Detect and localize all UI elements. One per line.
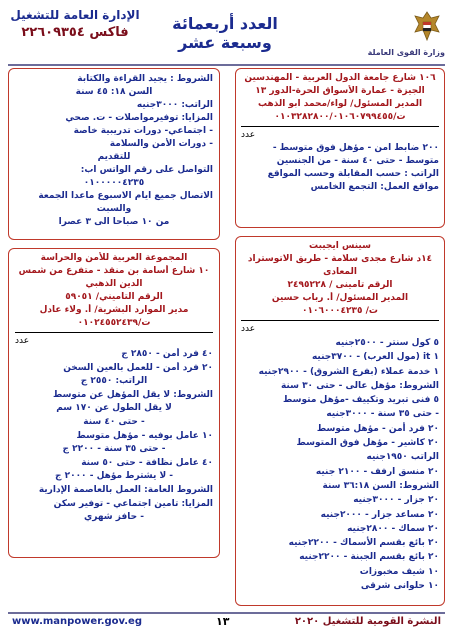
issue-title: العدد أربعمائة وسبعة عشر — [172, 14, 278, 52]
divider — [15, 332, 213, 333]
publication-name: النشرة القومية للتشغيل ٢٠٢٠ — [294, 616, 441, 627]
job-line: ٢٠ جزار - ٣٠٠٠جنيه — [353, 495, 439, 506]
phone-line: ت/٠١٠٢٤٥٥٢٤٣٩ — [77, 318, 151, 328]
job-line: ١٠ عامل بوفيه - مؤهل متوسط — [76, 430, 213, 441]
job-line: متوسط - حتى ٤٠ سنة - من الجنسين — [276, 156, 439, 166]
job-line: - حتى ٣٥ سنة - ٢٢٠٠ ج — [62, 444, 166, 455]
job-line: المزايا: تامين اجتماعي - توفير سكن — [53, 498, 213, 509]
job-listing-sense-egypt — [235, 236, 445, 606]
address-line: المعادى — [323, 267, 357, 277]
manager-line: المدير المسئول/ أ. رباب حسين — [271, 293, 409, 303]
ministry-block — [307, 10, 445, 70]
job-line: ٢٠ منسق ارفف - ٢١٠٠ جنيه — [315, 466, 439, 477]
manager-line: مدير الموارد البشرية/ أ. ولاء عادل — [39, 305, 189, 315]
job-line: - اجتماعي- دورات تدريبية خاصة — [73, 126, 213, 136]
website-link[interactable]: www.manpower.gov.eg — [12, 616, 142, 627]
job-line: ١٠ حلوانى شرقى — [360, 581, 439, 592]
job-line: - حتى ٣٥ سنة - ٣٠٠٠جنيه — [326, 409, 439, 420]
job-line: ٢٠ فرد أمن - للعمل بالعين السخن — [63, 362, 213, 373]
company-name: المجموعة العربية للأمن والحراسة — [40, 253, 188, 263]
job-line: لا يقل الطول عن ١٧٠ سم — [56, 403, 172, 414]
job-line: الشروط: السن ٣٦:١٨ سنة — [322, 480, 439, 491]
job-line: التواصل على رقم الواتس اب: — [80, 165, 213, 175]
address-line: الجيزة - عمارة الأسواق الحرة-الدور ١٣ — [255, 86, 425, 96]
manager-line: المدير المسئول/ لواء/محمد ابو الذهب — [257, 99, 423, 109]
eagle-emblem-icon — [413, 10, 441, 44]
insurance-number: الرقم التاميني/ ٥٩٠٥١ — [65, 292, 163, 302]
phone-line: ت/٠١٠٣٢٨٢٨٠٠/٠١٠٦٠٧٩٩٤٥٥ — [274, 112, 406, 122]
job-line: من ١٠ صباحا الى ٣ عصرا — [58, 217, 170, 227]
job-line: ١٠ شيف مخبوزات — [359, 566, 439, 577]
phone-line: ت/ ٠١٠٦٠٠٠٤٢٣٥ — [302, 306, 378, 316]
listing-body — [15, 348, 213, 525]
job-line: الشروط العامة: العمل بالعاصمة الإدارية — [38, 484, 213, 495]
job-line: ٢٠ كاشير - مؤهل فوق المتوسط — [296, 438, 439, 449]
address-line: ١٠٦ شارع جامعة الدول العربية - المهندسين — [244, 73, 436, 83]
job-listing-continuation — [8, 68, 220, 240]
job-line: ٢٠ فرد أمن - مؤهل متوسط — [316, 423, 439, 434]
job-line: للتقديم — [97, 152, 131, 162]
address-line: الدين الذهبي — [85, 279, 143, 289]
listing-header — [241, 72, 439, 124]
job-line: السن ١٨: ٤٥ سنة — [75, 87, 153, 97]
company-name: سينس ايجيبت — [309, 241, 371, 251]
department-name: الإدارة العامة للتشغيل — [10, 8, 140, 22]
job-line: - حافز شهري — [84, 512, 144, 523]
divider — [241, 126, 439, 127]
job-listing-security-company — [235, 68, 445, 228]
job-line: ٠١٠٠٠٠٠٤٢٣٥ — [83, 178, 145, 188]
job-line: ٥ كول سنتر - ٢٥٠٠جنيه — [335, 338, 439, 348]
job-line: ٢٠٠ ضابط امن - مؤهل فوق متوسط - — [272, 143, 439, 153]
header-divider — [8, 64, 445, 66]
fax-number: فاكس ٢٢٦٠٩٣٥٤ — [21, 25, 129, 40]
job-line: ١ خدمة عملاء (بفرع الشروق) - ٢٩٠٠جنيه — [258, 366, 439, 377]
divider — [241, 320, 439, 321]
count-label: عدد — [241, 130, 256, 140]
job-line: ٢٠ بائع بقسم الجبنة - ٢٢٠٠جنيه — [299, 552, 439, 563]
job-line: الراتب: ٣٠٠٠جنيه — [136, 100, 213, 110]
listing-body — [241, 142, 439, 194]
job-line: ٢٠ بائع بقسم الأسماك - ٢٢٠٠جنيه — [288, 538, 439, 549]
job-line: الراتب : حسب المقابلة وحسب المواقع — [267, 169, 439, 179]
job-line: ٥ فنى تبريد وتكييف -مؤهل متوسط — [283, 395, 439, 406]
listing-header — [15, 252, 213, 330]
job-line: ٢٠ سماك - ٢٨٠٠جنيه — [347, 523, 439, 534]
count-label: عدد — [15, 336, 30, 346]
job-line: - دورات الأمن والسلامة — [109, 139, 213, 149]
page-number: ١٣ — [216, 615, 230, 628]
listing-body — [241, 336, 439, 593]
job-line: الراتب: ٢٥٥٠ ج — [80, 376, 148, 387]
job-line: الشروط: لا يقل المؤهل عن متوسط — [52, 389, 213, 400]
count-label: عدد — [241, 324, 256, 334]
job-line: ١ it (مول العرب) - ٣٧٠٠جنيه — [311, 352, 439, 363]
job-line: - حتى ٤٠ سنة — [83, 416, 145, 427]
listing-header — [241, 240, 439, 318]
job-line: ٤٠ فرد أمن - ٢٨٥٠ ج — [121, 349, 213, 359]
job-line: المزايا: توفيرمواصلات - ت. صحي — [65, 113, 213, 123]
ministry-name: وزارة القوى العاملة — [367, 48, 445, 57]
department-block — [10, 8, 140, 40]
job-listing-arab-security-group — [8, 248, 220, 558]
job-line: ٤٠ عامل نظافة - حتى ٥٠ سنة — [81, 457, 213, 468]
address-line: ١٠ شارع أسامة بن منقذ - متفرع من شمس — [18, 266, 210, 276]
insurance-number: الرقم تامينى / ٢٤٩٥٢٢٨ — [287, 280, 393, 290]
job-line: ٢٠ مساعد جزار - ٢٠٠٠جنيه — [320, 509, 439, 520]
job-line: مواقع العمل: التجمع الخامس — [310, 182, 439, 192]
listing-body — [15, 73, 213, 229]
job-line: الاتصال جميع ايام الاسبوع ماعدا الجمعة — [38, 191, 213, 201]
address-line: ١٤د شارع مجدى سلامة - طريق الاتوستراد — [247, 254, 433, 264]
footer-divider — [8, 612, 445, 614]
job-line: - لا يشترط مؤهل - ٢٠٠٠ ج — [54, 471, 174, 482]
job-line: الشروط: مؤهل عالى - حتى ٣٠ سنة — [280, 380, 439, 391]
job-line: الشروط : يجيد القراءة والكتابة — [77, 74, 213, 84]
job-line: الراتب ١٩٥٠جنيه — [366, 452, 439, 463]
job-line: والسبت — [96, 204, 132, 214]
